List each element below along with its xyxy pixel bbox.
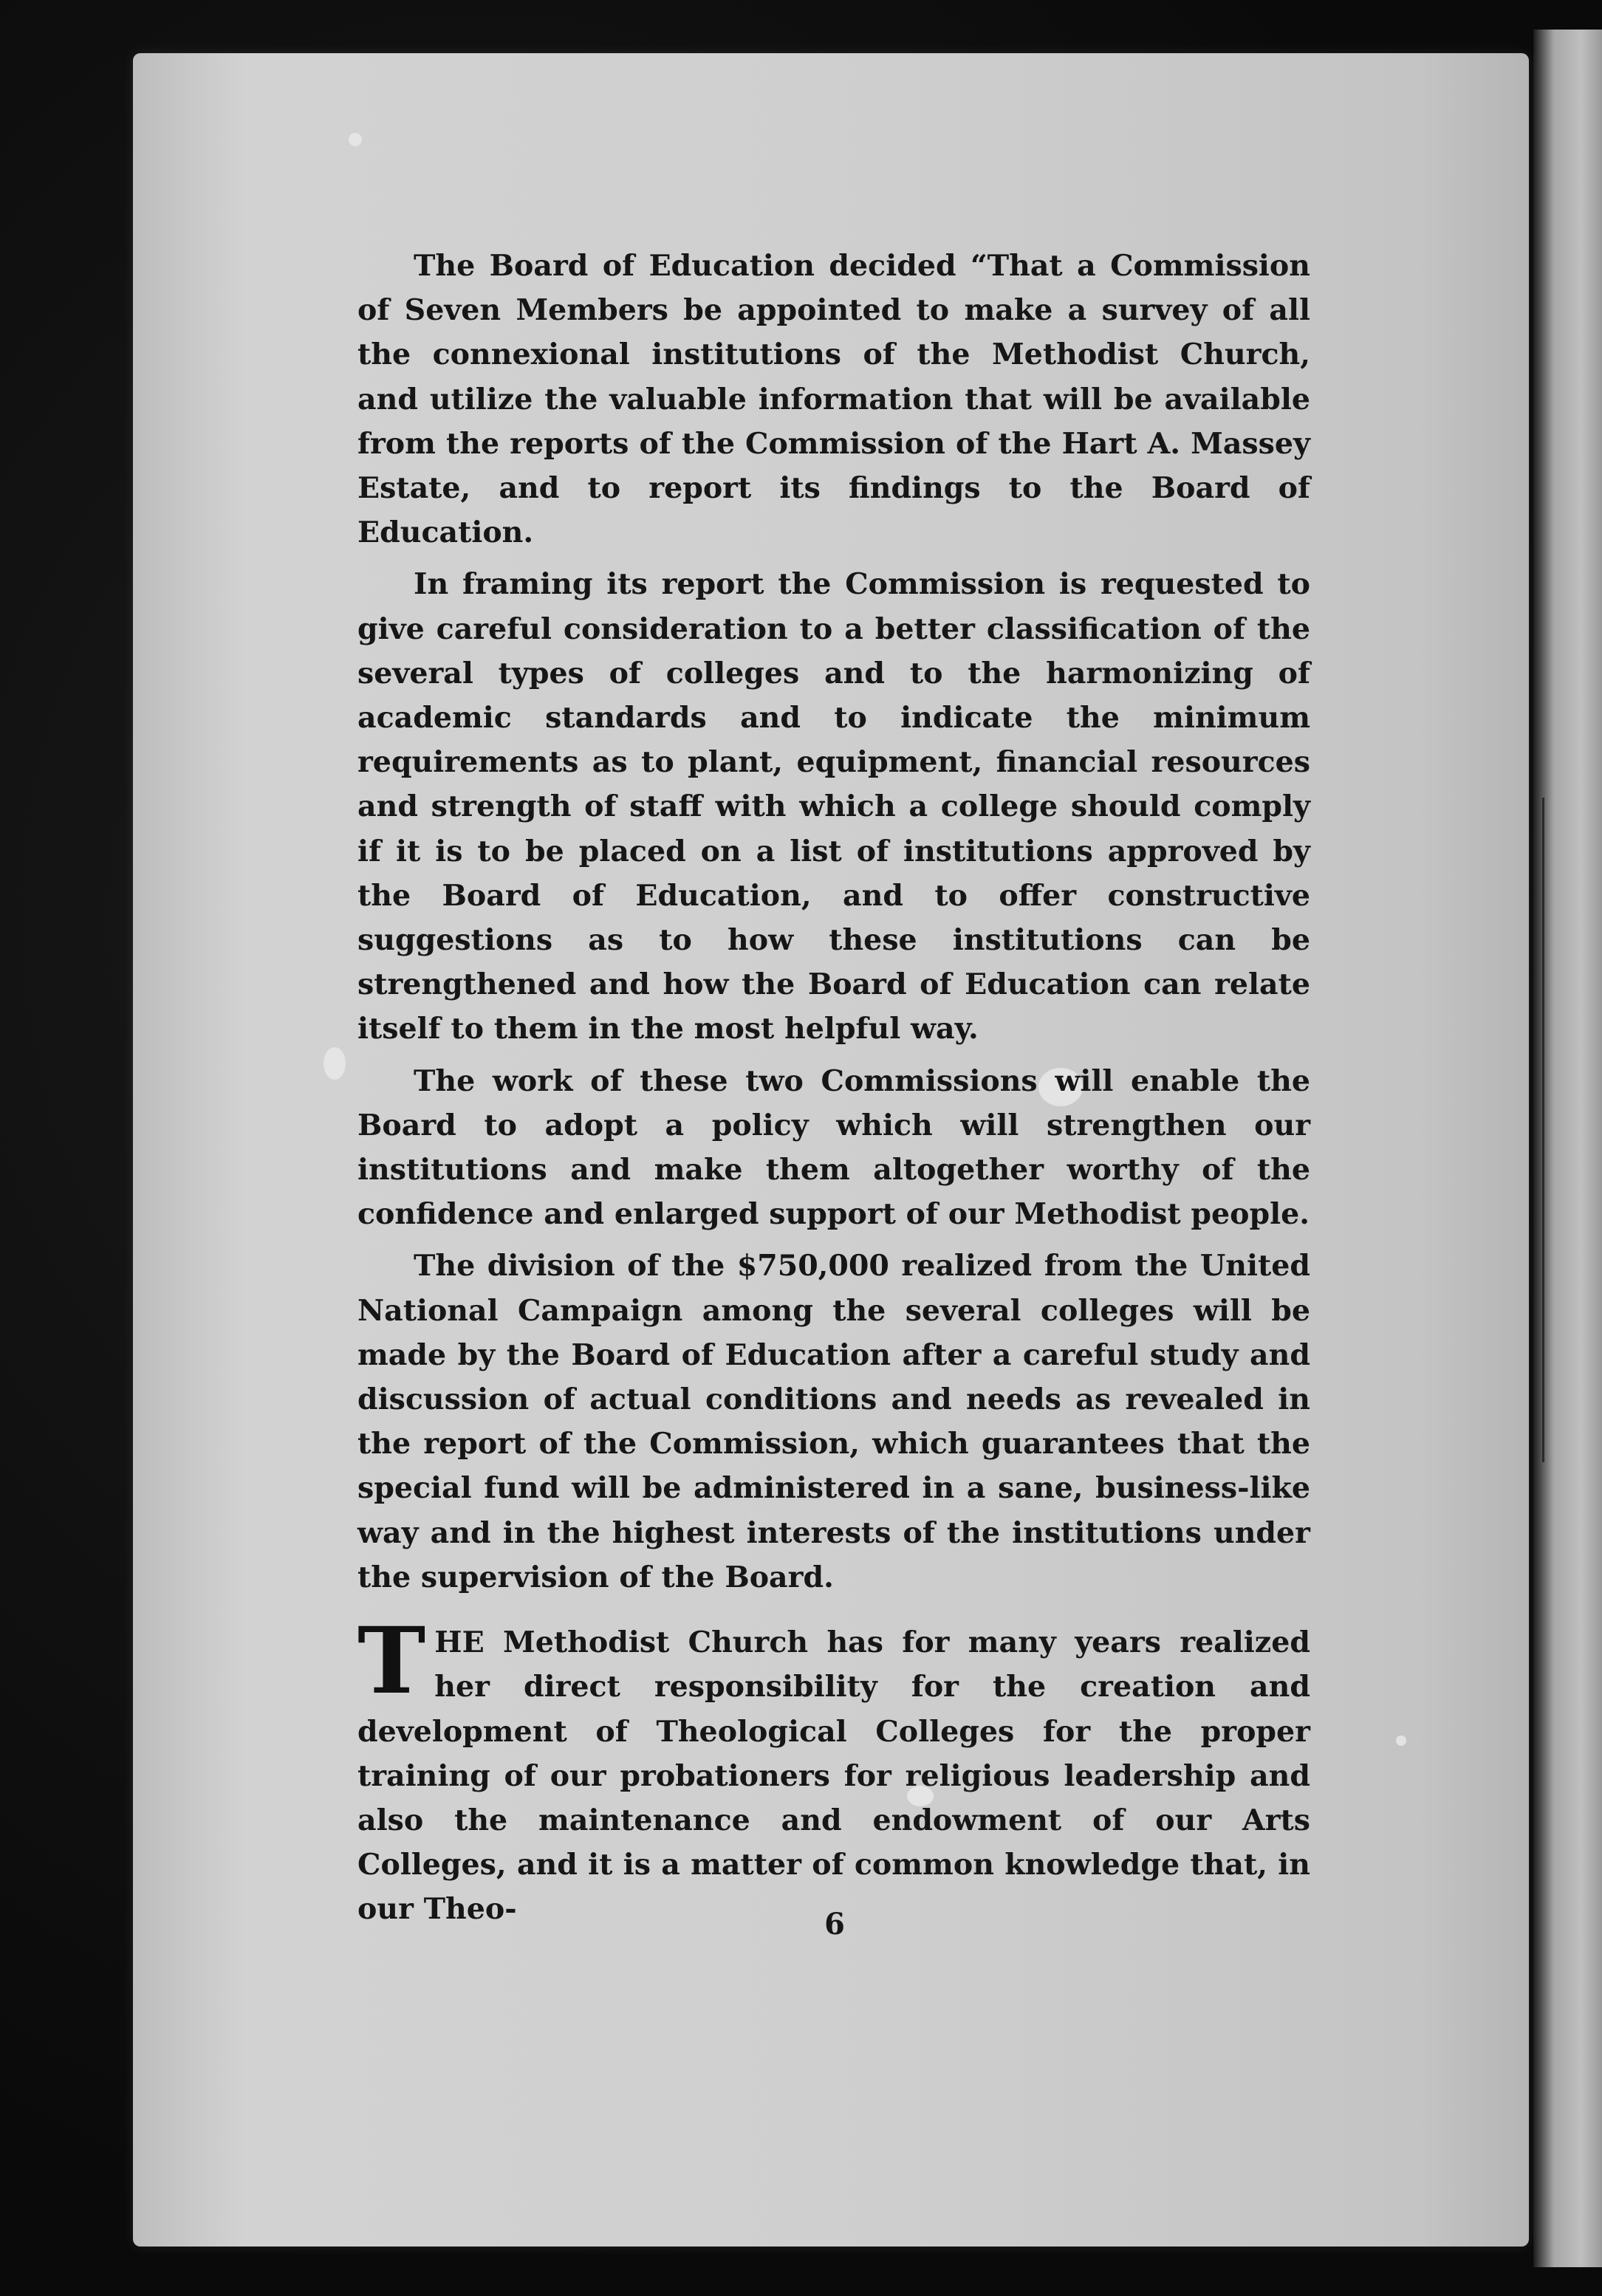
adjacent-page-fold-line	[1542, 798, 1544, 1462]
scan-speck	[349, 133, 362, 146]
paragraph-commission-survey: The Board of Education decided “That a Commission of Seven Members be appointed to make a survey of all the connexional institutions of the Methodist Church, and utilize the valuable information that will be available from the reports of the Commission of the Hart A. Massey Estate, and to report its findings to the Board of Education.	[357, 249, 1310, 550]
paragraph-framing-report: In framing its report the Commission is requested to give careful consideration to a better classification of the several types of colleges and to the harmonizing of academic standards and to indicate the minimum requirements as to plant, equipment, financial resources and strength of staff with which a college should comply if it is to be placed on a list of institutions approved by the Board of Education, and to offer constructive suggestions as to how these institutions can be strengthened and how the Board of Education can relate itself to them in the most helpful way.	[357, 567, 1310, 1046]
paragraph-fund-division: The division of the $750,000 realized from the United National Campaign among the several colleges will be made by the Board of Education after a careful study and discussion of actual conditions and needs as revealed in the report of the Commission, which guarantees that the special fund will be administered in a sane, business-like way and in the highest interests of the institutions under the supervision of the Board.	[357, 1249, 1310, 1594]
paragraph-two-commissions: The work of these two Commissions will enable the Board to adopt a policy which will strengthen our institutions and make them altogether worthy of the confidence and enlarged support of our Methodist people.	[357, 1063, 1310, 1232]
page-number: 6	[824, 1907, 845, 1942]
drop-cap-letter: T	[357, 1608, 426, 1716]
body-text	[357, 244, 1310, 1939]
scan-speck	[324, 1047, 346, 1080]
paragraph-methodist-church-text: HE Methodist Church has for many years realized her direct responsibility for the creation and development of Theological Colleges for the proper training of our probationers for religious leadership and also the maintenance and endowment of our Arts Colleges, and it is a matter of common knowledge that, in our Theo-	[357, 1625, 1310, 1927]
scan-speck	[1396, 1735, 1406, 1746]
paragraph-methodist-church	[357, 1608, 1310, 1931]
